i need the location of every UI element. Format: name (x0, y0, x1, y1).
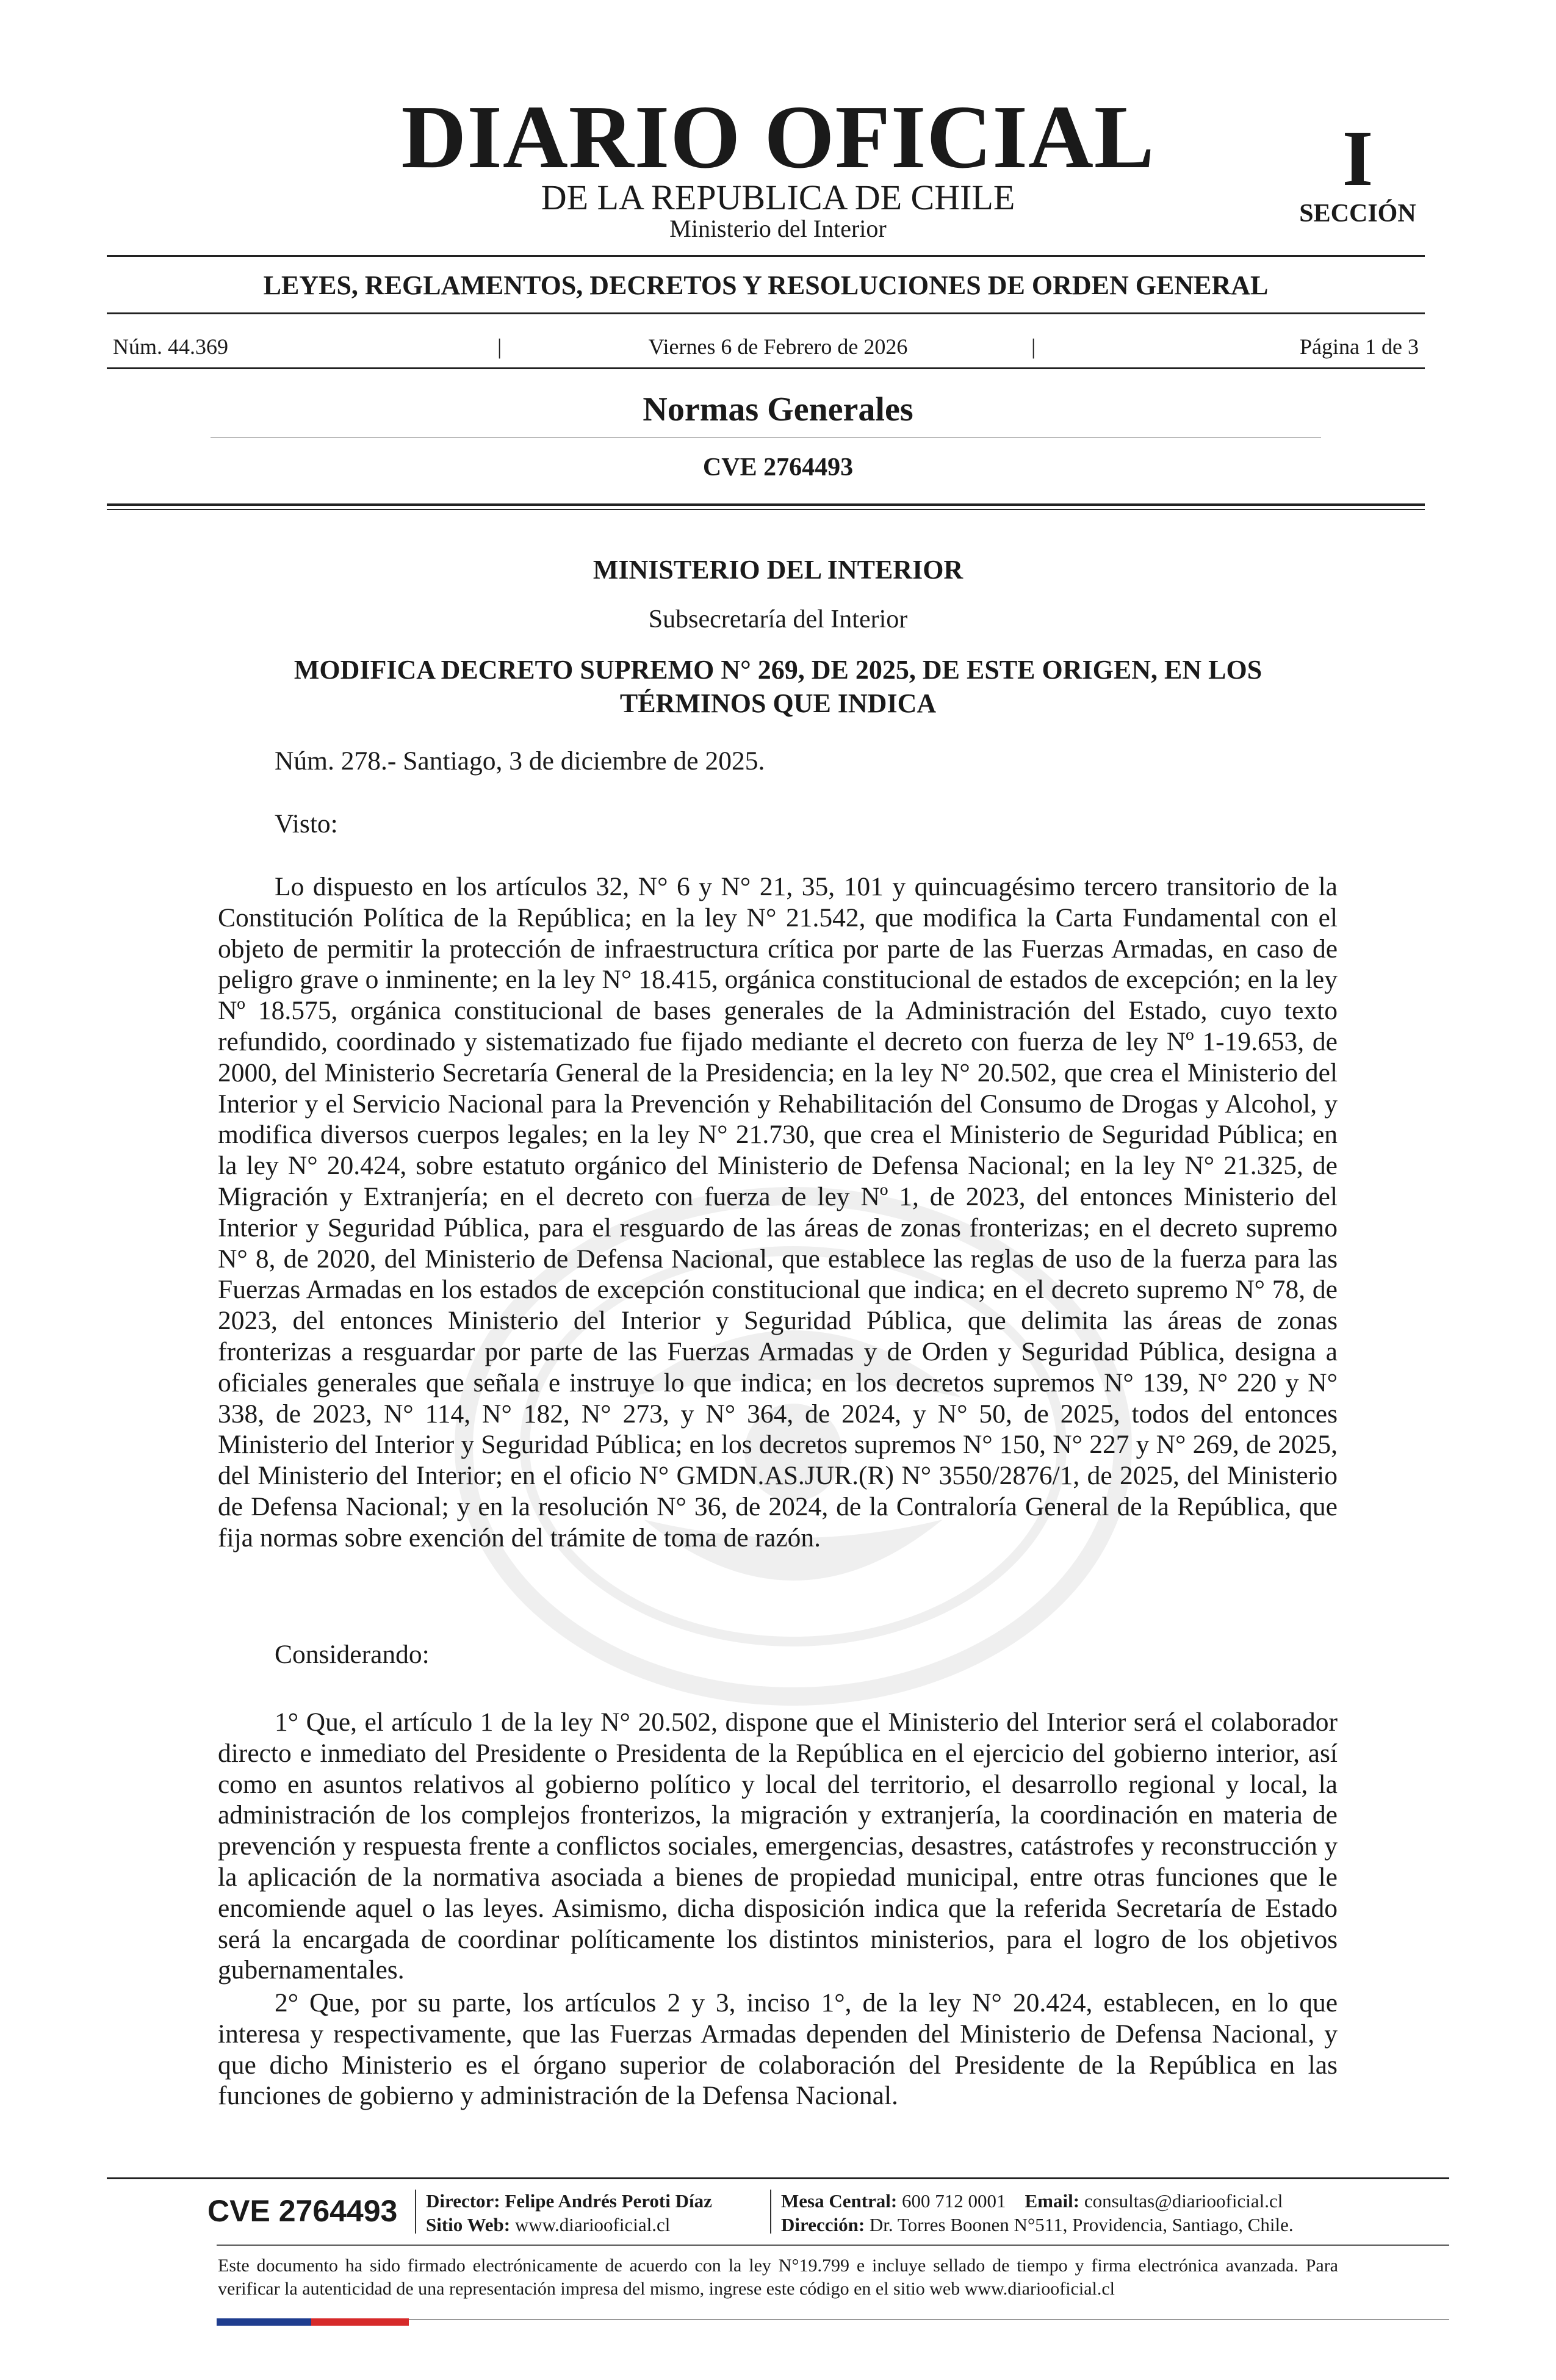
issue-date: Viernes 6 de Febrero de 2026 (648, 334, 908, 359)
visto-label: Visto: (275, 809, 338, 838)
address-label: Dirección: (781, 2214, 865, 2235)
footer-divider-top (107, 2177, 1449, 2179)
footer-contact (781, 2190, 1283, 2213)
considerando-paragraph-2: 2° Que, por su parte, los artículos 2 y 3, inciso 1°, de la ley N° 20.424, establecen, en lo que interesa y respectivamente, que las Fuerzas Armadas dependen del Ministerio de Defensa Nacional, y que dicho Ministerio es el órgano superior de colaboración del Presidente de la República en las funciones de gobierno y administración de la Defensa Nacional. (218, 1988, 1338, 2111)
masthead-divider (107, 255, 1425, 257)
banner-divider-top (107, 312, 1425, 314)
info-bar-divider (107, 367, 1425, 369)
section-label: SECCIÓN (1299, 200, 1416, 228)
footer-separator (415, 2190, 416, 2234)
email-link[interactable]: consultas@diariooficial.cl (1084, 2190, 1283, 2212)
visto-paragraph: Lo dispuesto en los artículos 32, N° 6 y N° 21, 35, 101 y quincuagésimo tercero transitorio de la Constitución Política de la República; en la ley N° 21.542, que modifica la Carta Fundamental con el objeto de permitir la protección de infraestructura crítica por parte de las Fuerzas Armadas, en caso de peligro grave o inminente; en la ley N° 18.415, orgánica constitucional de estados de excepción; en la ley Nº 18.575, orgánica constitucional de bases generales de la Administración del Estado, cuyo texto refundido, coordinado y sistematizado fue fijado mediante el decreto con fuerza de ley Nº 1-19.653, de 2000, del Ministerio Secretaría General de la Presidencia; en la ley N° 20.502, que crea el Ministerio del Interior y el Servicio Nacional para la Prevención y Rehabilitación del Consumo de Drogas y Alcohol, y modifica diversos cuerpos legales; en la ley N° 21.730, que crea el Ministerio de Seguridad Pública; en la ley N° 20.424, sobre estatuto orgánico del Ministerio de Defensa Nacional; en la ley N° 21.325, de Migración y Extranjería; en el decreto con fuerza de ley Nº 1, de 2023, del entonces Ministerio del Interior y Seguridad Pública, para el resguardo de las áreas de zonas fronterizas; en el decreto supremo N° 8, de 2020, del Ministerio de Defensa Nacional, que establece las reglas de uso de la fuerza para las Fuerzas Armadas en los estados de excepción constitucional que indica; en el decreto supremo N° 78, de 2023, del entonces Ministerio del Interior y Seguridad Pública, que delimita las áreas de zonas fronterizas a resguardar por parte de las Fuerzas Armadas y de Orden y Seguridad Pública, designa a oficiales generales que señala e instruye lo que indica; en los decretos supremos N° 139, N° 220 y N° 338, de 2023, N° 114, N° 182, N° 273, y N° 364, de 2024, y N° 50, de 2025, todos del entonces Ministerio del Interior y Seguridad Pública; en los decretos supremos N° 150, N° 227 y N° 269, de 2025, del Ministerio del Interior; en el oficio N° GMDN.AS.JUR.(R) N° 3550/2876/1, de 2025, del Ministerio de Defensa Nacional; y en la resolución N° 36, de 2024, de la Contraloría General de la República, que fija normas sobre exención del trámite de toma de razón. (218, 872, 1338, 1552)
flag-stripe-blue (217, 2318, 311, 2326)
footer-site (426, 2213, 670, 2237)
footer-cve-code: CVE 2764493 (207, 2194, 398, 2228)
cve-code: CVE 2764493 (702, 453, 854, 481)
footer-separator (770, 2190, 771, 2234)
address-value: Dr. Torres Boonen N°511, Providencia, Santiago, Chile. (869, 2214, 1294, 2235)
phone-value: 600 712 0001 (902, 2190, 1006, 2212)
decree-title: MODIFICA DECRETO SUPREMO N° 269, DE 2025, DE ESTE ORIGEN, EN LOS TÉRMINOS QUE INDICA (294, 655, 1262, 718)
document-ministry: MINISTERIO DEL INTERIOR (593, 555, 963, 585)
considerando-paragraph-1: 1° Que, el artículo 1 de la ley N° 20.502, dispone que el Ministerio del Interior será el colaborador directo e inmediato del Presidente o Presidenta de la República en el ejercicio del gobierno interior, así como en asuntos relativos al gobierno político y local del territorio, el desarrollo regional y local, la administración de los complejos fronterizos, la migración y extranjería, la coordinación en materia de prevención y respuesta frente a conflictos sociales, emergencias, desastres, catástrofes y reconstrucción y la aplicación de la normativa asociada a bienes de propiedad municipal, entre otras funciones que le encomiende aquel o las leyes. Asimismo, dicha disposición indica que la referida Secretaría de Estado será la encargada de coordinar políticamente los distintos ministerios, para el logro de los objetivos gubernamentales. (218, 1707, 1338, 1985)
newspaper-title: DIARIO OFICIAL (401, 87, 1155, 187)
footer-address (781, 2213, 1294, 2237)
banner-text: LEYES, REGLAMENTOS, DECRETOS Y RESOLUCIONES DE ORDEN GENERAL (263, 270, 1269, 300)
site-link[interactable]: www.diariooficial.cl (514, 2214, 671, 2235)
site-label: Sitio Web: (426, 2214, 511, 2235)
section-number: I (1342, 115, 1374, 203)
footer-director (426, 2190, 712, 2213)
header-rule-thick (107, 503, 1425, 506)
page-indicator: Página 1 de 3 (1300, 334, 1419, 359)
considerando-label: Considerando: (275, 1640, 430, 1669)
document-subsecretaria: Subsecretaría del Interior (648, 605, 908, 633)
flag-stripe-red (311, 2318, 409, 2326)
decree-number-line: Núm. 278.- Santiago, 3 de diciembre de 2025. (275, 746, 765, 776)
norms-divider (211, 437, 1321, 438)
director-name: Felipe Andrés Peroti Díaz (505, 2190, 712, 2212)
norms-title: Normas Generales (643, 391, 913, 428)
footer-divider-mid (217, 2245, 1449, 2246)
footer-notice: Este documento ha sido firmado electrónicamente de acuerdo con la ley N°19.799 e incluye sellado de tiempo y firma electrónica avanzada. Para verificar la autenticidad de una representación impresa del mismo, ingrese este código en el sitio web www.diariooficial.cl (218, 2256, 1338, 2299)
info-separator: | (497, 334, 502, 359)
header-rule-thin (107, 509, 1425, 510)
newspaper-subtitle: DE LA REPUBLICA DE CHILE (541, 178, 1015, 217)
phone-label: Mesa Central: (781, 2190, 898, 2212)
issue-number: Núm. 44.369 (113, 334, 228, 359)
director-label: Director: (426, 2190, 500, 2212)
info-separator: | (1031, 334, 1036, 359)
newspaper-ministry: Ministerio del Interior (669, 215, 887, 242)
email-label: Email: (1025, 2190, 1080, 2212)
